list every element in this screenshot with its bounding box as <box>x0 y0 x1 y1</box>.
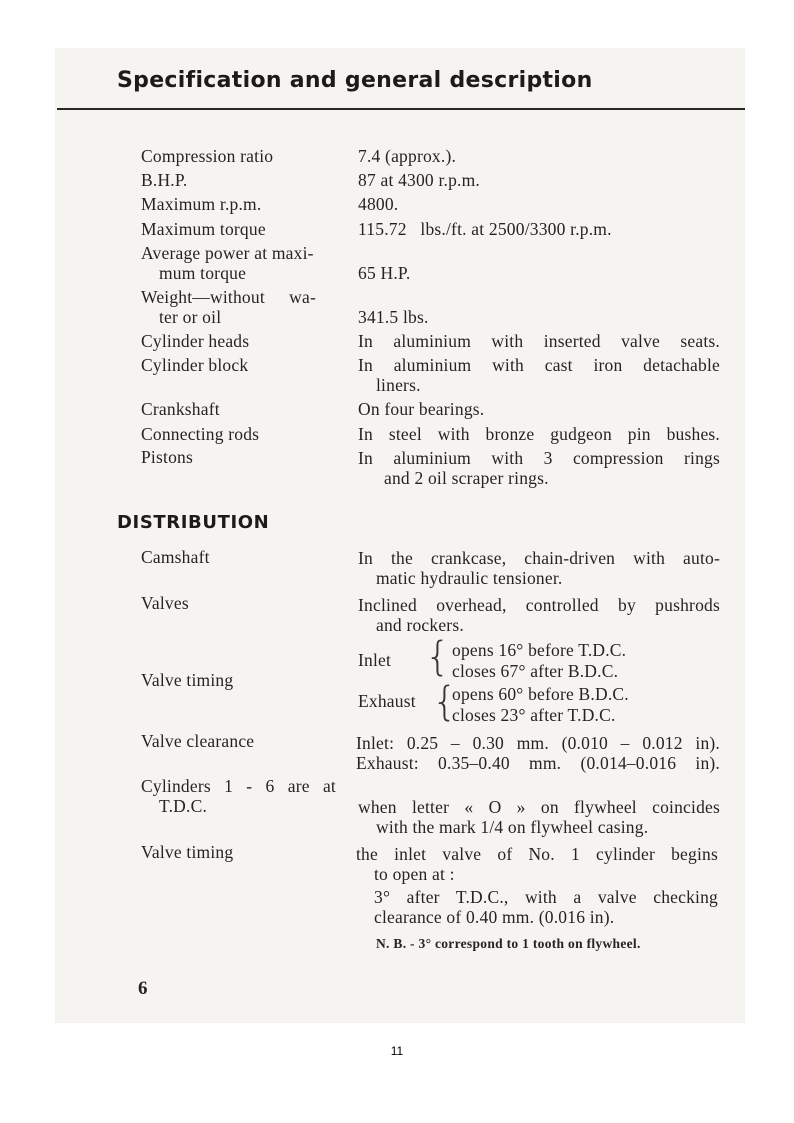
dist-label-camshaft: Camshaft <box>141 547 210 567</box>
spec-value-cylinder-block-line2: liners. <box>376 375 421 395</box>
spec-label-max-torque: Maximum torque <box>141 219 266 239</box>
spec-value-average-power: 65 H.P. <box>358 263 411 283</box>
spec-label-average-power-line1: Average power at maxi- <box>141 243 314 263</box>
spec-label-weight-line2: ter or oil <box>159 307 222 327</box>
spec-label-average-power-line2: mum torque <box>159 263 247 283</box>
inlet-brace-icon: { <box>425 634 451 680</box>
dist-label-valves: Valves <box>141 593 189 613</box>
dist-label-valve-timing-check: Valve timing <box>141 842 234 862</box>
spec-value-pistons-line1: In aluminium with 3 compression rings <box>358 448 720 468</box>
dist-value-camshaft <box>358 548 720 588</box>
valve-clearance-exhaust: Exhaust: 0.35–0.40 mm. (0.014–0.016 in). <box>356 753 720 773</box>
dist-value-valves <box>358 595 720 635</box>
section-heading-distribution: DISTRIBUTION <box>117 512 270 533</box>
page-title: Specification and general description <box>117 68 593 93</box>
footer-page-number: 11 <box>390 1044 404 1058</box>
spec-value-cylinder-block <box>358 355 720 395</box>
valve-timing-inlet-label: Inlet <box>358 650 392 670</box>
spec-value-bhp: 87 at 4300 r.p.m. <box>358 170 481 190</box>
dist-value-camshaft-line2: matic hydraulic tensioner. <box>376 568 563 588</box>
dist-value-valve-timing-check <box>356 844 718 927</box>
spec-value-max-torque: 115.72 lbs./ft. at 2500/3300 r.p.m. <box>358 219 612 239</box>
spec-value-cylinder-block-line1: In aluminium with cast iron detachable <box>358 355 720 375</box>
spec-label-pistons: Pistons <box>141 447 193 467</box>
spec-label-crankshaft: Crankshaft <box>141 399 220 419</box>
valve-timing-inlet-closes: closes 67° after B.D.C. <box>452 661 619 681</box>
dist-value-tdc-line1: when letter « O » on flywheel coincides <box>358 797 720 817</box>
dist-label-valve-clearance: Valve clearance <box>141 731 255 751</box>
spec-value-cylinder-heads: In aluminium with inserted valve seats. <box>358 331 720 351</box>
valve-timing-exhaust-closes: closes 23° after T.D.C. <box>452 705 616 725</box>
valve-clearance-inlet: Inlet: 0.25 – 0.30 mm. (0.010 – 0.012 in). <box>356 733 720 753</box>
dist-label-valve-timing: Valve timing <box>141 670 234 690</box>
spec-label-weight <box>141 287 341 327</box>
dist-label-tdc <box>141 776 336 816</box>
spec-label-average-power <box>141 243 341 283</box>
valve-timing-inlet-opens: opens 16° before T.D.C. <box>452 640 627 660</box>
spec-label-max-rpm: Maximum r.p.m. <box>141 194 262 214</box>
dist-label-tdc-line1: Cylinders 1 - 6 are at <box>141 776 336 796</box>
spec-label-compression-ratio: Compression ratio <box>141 146 274 166</box>
dist-value-valve-timing-check-line4: clearance of 0.40 mm. (0.016 in). <box>374 907 615 927</box>
dist-value-valve-timing-check-line2: to open at : <box>374 864 455 884</box>
spec-value-weight: 341.5 lbs. <box>358 307 429 327</box>
dist-value-tdc-line2: with the mark 1/4 on flywheel casing. <box>376 817 649 837</box>
dist-value-valves-line1: Inclined overhead, controlled by pushrods <box>358 595 720 615</box>
dist-label-tdc-line2: T.D.C. <box>159 796 208 816</box>
spec-label-connecting-rods: Connecting rods <box>141 424 260 444</box>
valve-timing-exhaust-label: Exhaust <box>358 691 416 711</box>
dist-value-valve-timing-check-line3: 3° after T.D.C., with a valve checking <box>374 887 718 907</box>
spec-label-weight-line1: Weight—without wa- <box>141 287 316 307</box>
dist-value-camshaft-line1: In the crankcase, chain-driven with auto- <box>358 548 720 568</box>
spec-value-crankshaft: On four bearings. <box>358 399 485 419</box>
dist-value-tdc <box>358 797 720 837</box>
spec-value-max-rpm: 4800. <box>358 194 399 214</box>
spec-value-pistons <box>358 448 720 488</box>
spec-label-cylinder-block: Cylinder block <box>141 355 249 375</box>
spec-value-pistons-line2: and 2 oil scraper rings. <box>384 468 549 488</box>
valve-timing-exhaust-opens: opens 60° before B.D.C. <box>452 684 629 704</box>
dist-value-valves-line2: and rockers. <box>376 615 464 635</box>
spec-label-bhp: B.H.P. <box>141 170 188 190</box>
dist-value-valve-timing-check-line1: the inlet valve of No. 1 cylinder begins <box>356 844 718 864</box>
flywheel-note: N. B. - 3° correspond to 1 tooth on flywheel. <box>376 936 641 951</box>
dist-value-valve-clearance <box>356 733 720 773</box>
title-rule <box>57 108 745 110</box>
spec-value-compression-ratio: 7.4 (approx.). <box>358 146 457 166</box>
spec-value-connecting-rods: In steel with bronze gudgeon pin bushes. <box>358 424 720 444</box>
exhaust-brace-icon: { <box>432 679 458 725</box>
spec-label-cylinder-heads: Cylinder heads <box>141 331 250 351</box>
page-number: 6 <box>138 978 148 999</box>
